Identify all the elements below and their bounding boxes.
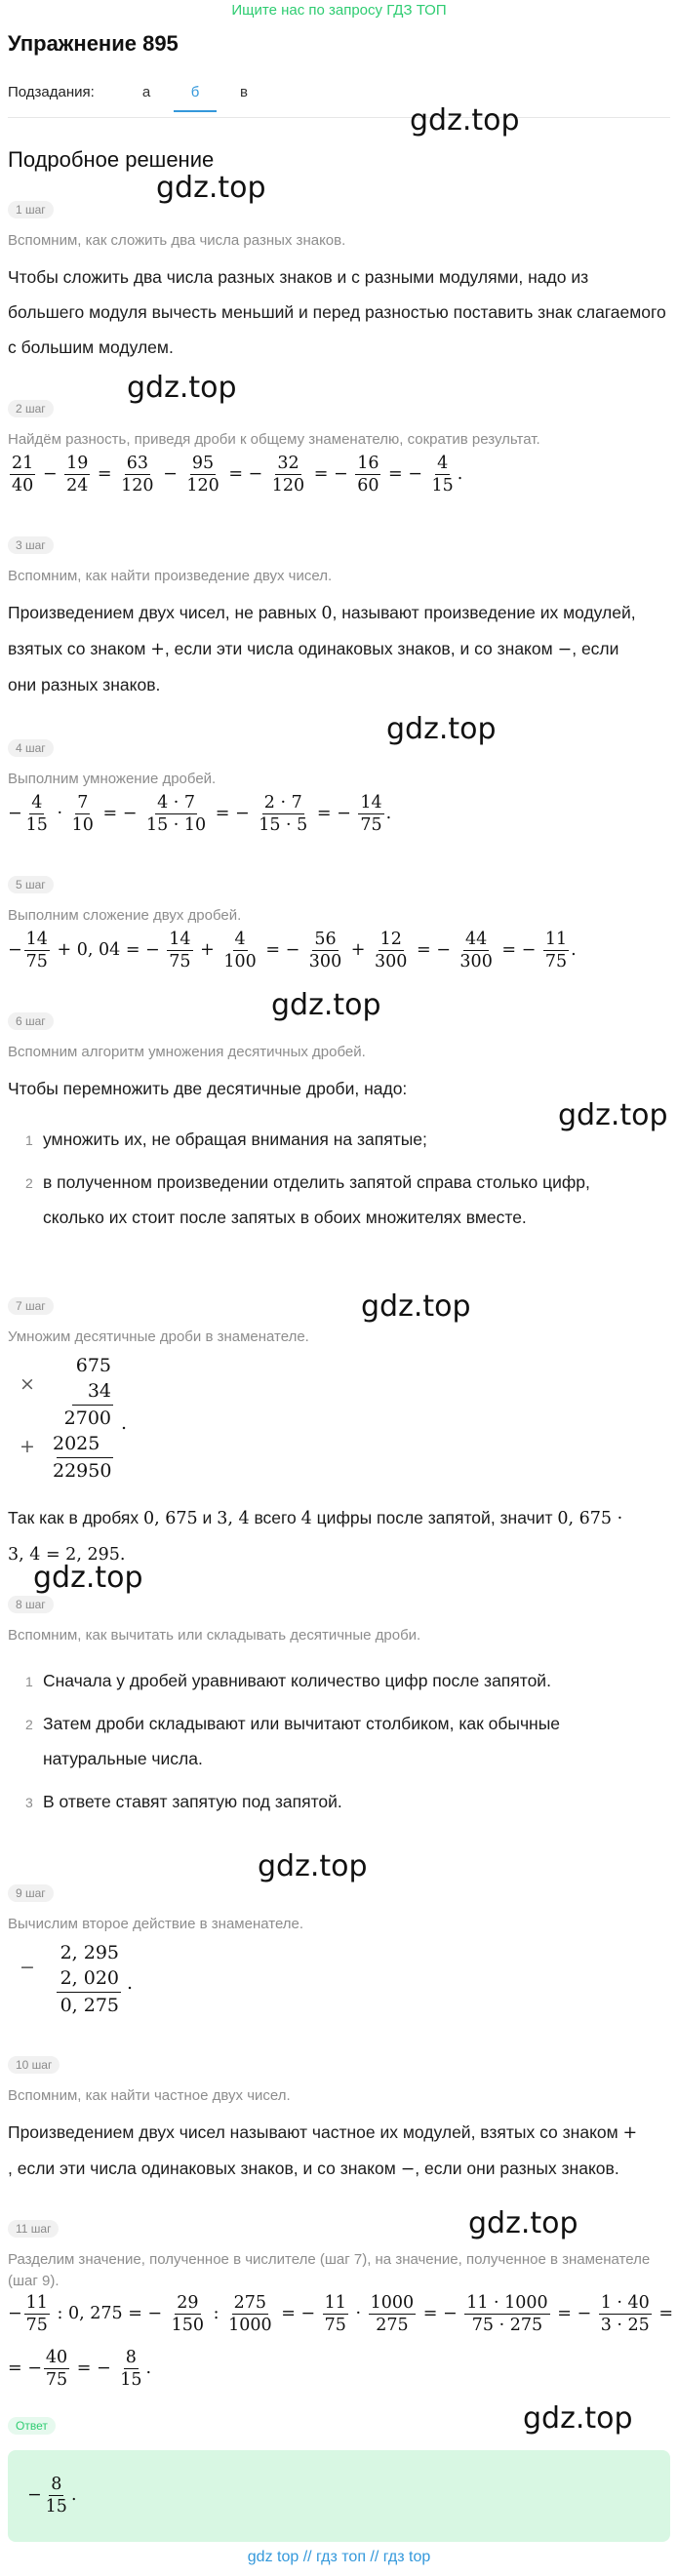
step-badge: 1 шаг: [8, 201, 54, 218]
list-item: В ответе ставят запятую под запятой.: [43, 1792, 342, 1811]
step-text: Произведением двух чисел, не равных 0, называют произведение их модулей, взятых со знаком +, если эти числа одинаковых знаков, и со знаком −, если они разных знаков.: [8, 603, 636, 694]
subtasks-label: Подзадания:: [8, 84, 95, 100]
answer-badge: Ответ: [8, 2417, 56, 2435]
list-item: умножить их, не обращая внимания на запятые;: [43, 1129, 427, 1149]
step-hint: Выполним сложение двух дробей.: [8, 907, 242, 924]
footer-links[interactable]: gdz top // гдз топ // гдз top: [247, 2549, 431, 2565]
watermark: gdz.top: [558, 1098, 668, 1132]
step-text: Так как в дробях 0, 675 и 3, 4 всего 4 цифры после запятой, значит 0, 675 · 3, 4 = 2, 295.: [8, 1508, 623, 1565]
step-badge: 2 шаг: [8, 400, 54, 417]
step-hint: Вычислим второе действие в знаменателе.: [8, 1916, 304, 1932]
watermark: gdz.top: [361, 1289, 471, 1324]
step-text: Чтобы сложить два числа разных знаков и с разными модулями, надо из большего модуля вычесть меньший и перед разностью поставить знак слагаемого с большим модулем.: [8, 267, 666, 357]
step-hint: Вспомним алгоритм умножения десятичных дробей.: [8, 1044, 366, 1060]
step-hint: Вспомним, как сложить два числа разных знаков.: [8, 232, 346, 249]
step-hint: Найдём разность, приведя дроби к общему знаменателю, сократив результат.: [8, 431, 540, 448]
tab-a[interactable]: а: [141, 84, 151, 100]
column-subtraction: − 2, 295 2, 020 0, 275 .: [20, 1942, 134, 2016]
step-text: Чтобы перемножить две десятичные дроби, надо:: [8, 1079, 408, 1098]
formula-step-4: − $\frac{4}{15}$ · $\frac{7}{10}$ = − $\frac{4 \cdot 7}{15 \cdot 10}$ = − $\frac{2 \cdot 7}{15 \cdot 5}$ = − $\frac{14}{75}$ .: [8, 793, 392, 835]
list-number: 1: [25, 1674, 33, 1689]
tabs-divider: [8, 117, 670, 118]
watermark: gdz.top: [271, 988, 381, 1022]
step-text: Произведением двух чисел называют частное их модулей, взятых со знаком + , если эти числа одинаковых знаков, и со знаком −, если они разных знаков.: [8, 2122, 638, 2179]
step-badge: 11 шаг: [8, 2220, 59, 2238]
list-number: 2: [25, 1717, 33, 1732]
tab-v[interactable]: в: [240, 84, 248, 100]
watermark: gdz.top: [386, 712, 497, 746]
step-hint: Вспомним, как найти частное двух чисел.: [8, 2087, 291, 2104]
step-badge: 8 шаг: [8, 1596, 54, 1613]
list-item: Сначала у дробей уравнивают количество цифр после запятой.: [43, 1671, 551, 1690]
list-item: сколько их стоит после запятых в обоих множителях вместе.: [43, 1208, 527, 1227]
list-item: в полученном произведении отделить запятой справа столько цифр,: [43, 1172, 590, 1192]
step-hint: Вспомним, как найти произведение двух чисел.: [8, 568, 333, 584]
solution-title: Подробное решение: [8, 147, 215, 172]
answer-box: [8, 2450, 670, 2542]
list-item: Затем дроби складывают или вычитают столбиком, как обычные: [43, 1714, 561, 1733]
step-badge: 3 шаг: [8, 536, 54, 554]
list-number: 3: [25, 1795, 33, 1810]
step-badge: 7 шаг: [8, 1297, 54, 1315]
formula-step-5: − $\frac{14}{75}$ + 0, 04 = − $\frac{14}{75}$ + $\frac{4}{100}$ = − $\frac{56}{300}$ + $\frac{12}{300}$ = − $\frac{44}{300}$ = − $\frac{11}{75}$ .: [8, 930, 577, 971]
step-hint: Вспомним, как вычитать или складывать десятичные дроби.: [8, 1627, 421, 1644]
formula-step-11-line1: − $\frac{11}{75}$ : 0, 275 = − $\frac{29}{150}$ : $\frac{275}{1000}$ = − $\frac{11}{75}$ · $\frac{1000}{275}$ = − $\frac{11 \cdot 1000}{75 \cdot 275}$ = − $\frac{1 \cdot 40}{3 \cdot 25}$ =: [8, 2293, 674, 2335]
step-badge: 4 шаг: [8, 739, 54, 757]
active-tab-indicator: [174, 110, 217, 112]
step-hint: Разделим значение, полученное в числителе (шаг 7), на значение, полученное в знаменателе (шаг 9).: [8, 2251, 651, 2289]
watermark: gdz.top: [127, 371, 237, 405]
watermark: gdz.top: [33, 1561, 143, 1595]
watermark: gdz.top: [410, 103, 520, 138]
step-badge: 10 шаг: [8, 2056, 60, 2074]
watermark: gdz.top: [468, 2206, 578, 2240]
page-title: Упражнение 895: [8, 31, 179, 56]
answer-value: − $\frac{8}{15}$ .: [27, 2475, 77, 2517]
search-hint-link[interactable]: Ищите нас по запросу ГДЗ ТОП: [231, 2, 447, 19]
tab-b[interactable]: [174, 84, 217, 100]
column-multiplication: × + 675 34 2700 2025 22950 .: [20, 1355, 128, 1482]
watermark: gdz.top: [523, 2401, 633, 2436]
formula-step-2: $\frac{21}{40}$ − $\frac{19}{24}$ = $\frac{63}{120}$ − $\frac{95}{120}$ = − $\frac{32}{120}$ = − $\frac{16}{60}$ = − $\frac{4}{15}$ .: [12, 454, 463, 495]
step-hint: Выполним умножение дробей.: [8, 771, 217, 787]
watermark: gdz.top: [156, 171, 266, 205]
list-number: 1: [25, 1132, 33, 1148]
step-badge: 6 шаг: [8, 1012, 54, 1030]
step-hint: Умножим десятичные дроби в знаменателе.: [8, 1328, 309, 1345]
watermark: gdz.top: [258, 1849, 368, 1883]
step-badge: 9 шаг: [8, 1884, 54, 1902]
tab-b-label: б: [190, 84, 200, 100]
list-number: 2: [25, 1175, 33, 1191]
step-badge: 5 шаг: [8, 876, 54, 893]
formula-step-11-line2: = − $\frac{40}{75}$ = − $\frac{8}{15}$ .: [8, 2348, 152, 2390]
list-item: натуральные числа.: [43, 1749, 203, 1768]
